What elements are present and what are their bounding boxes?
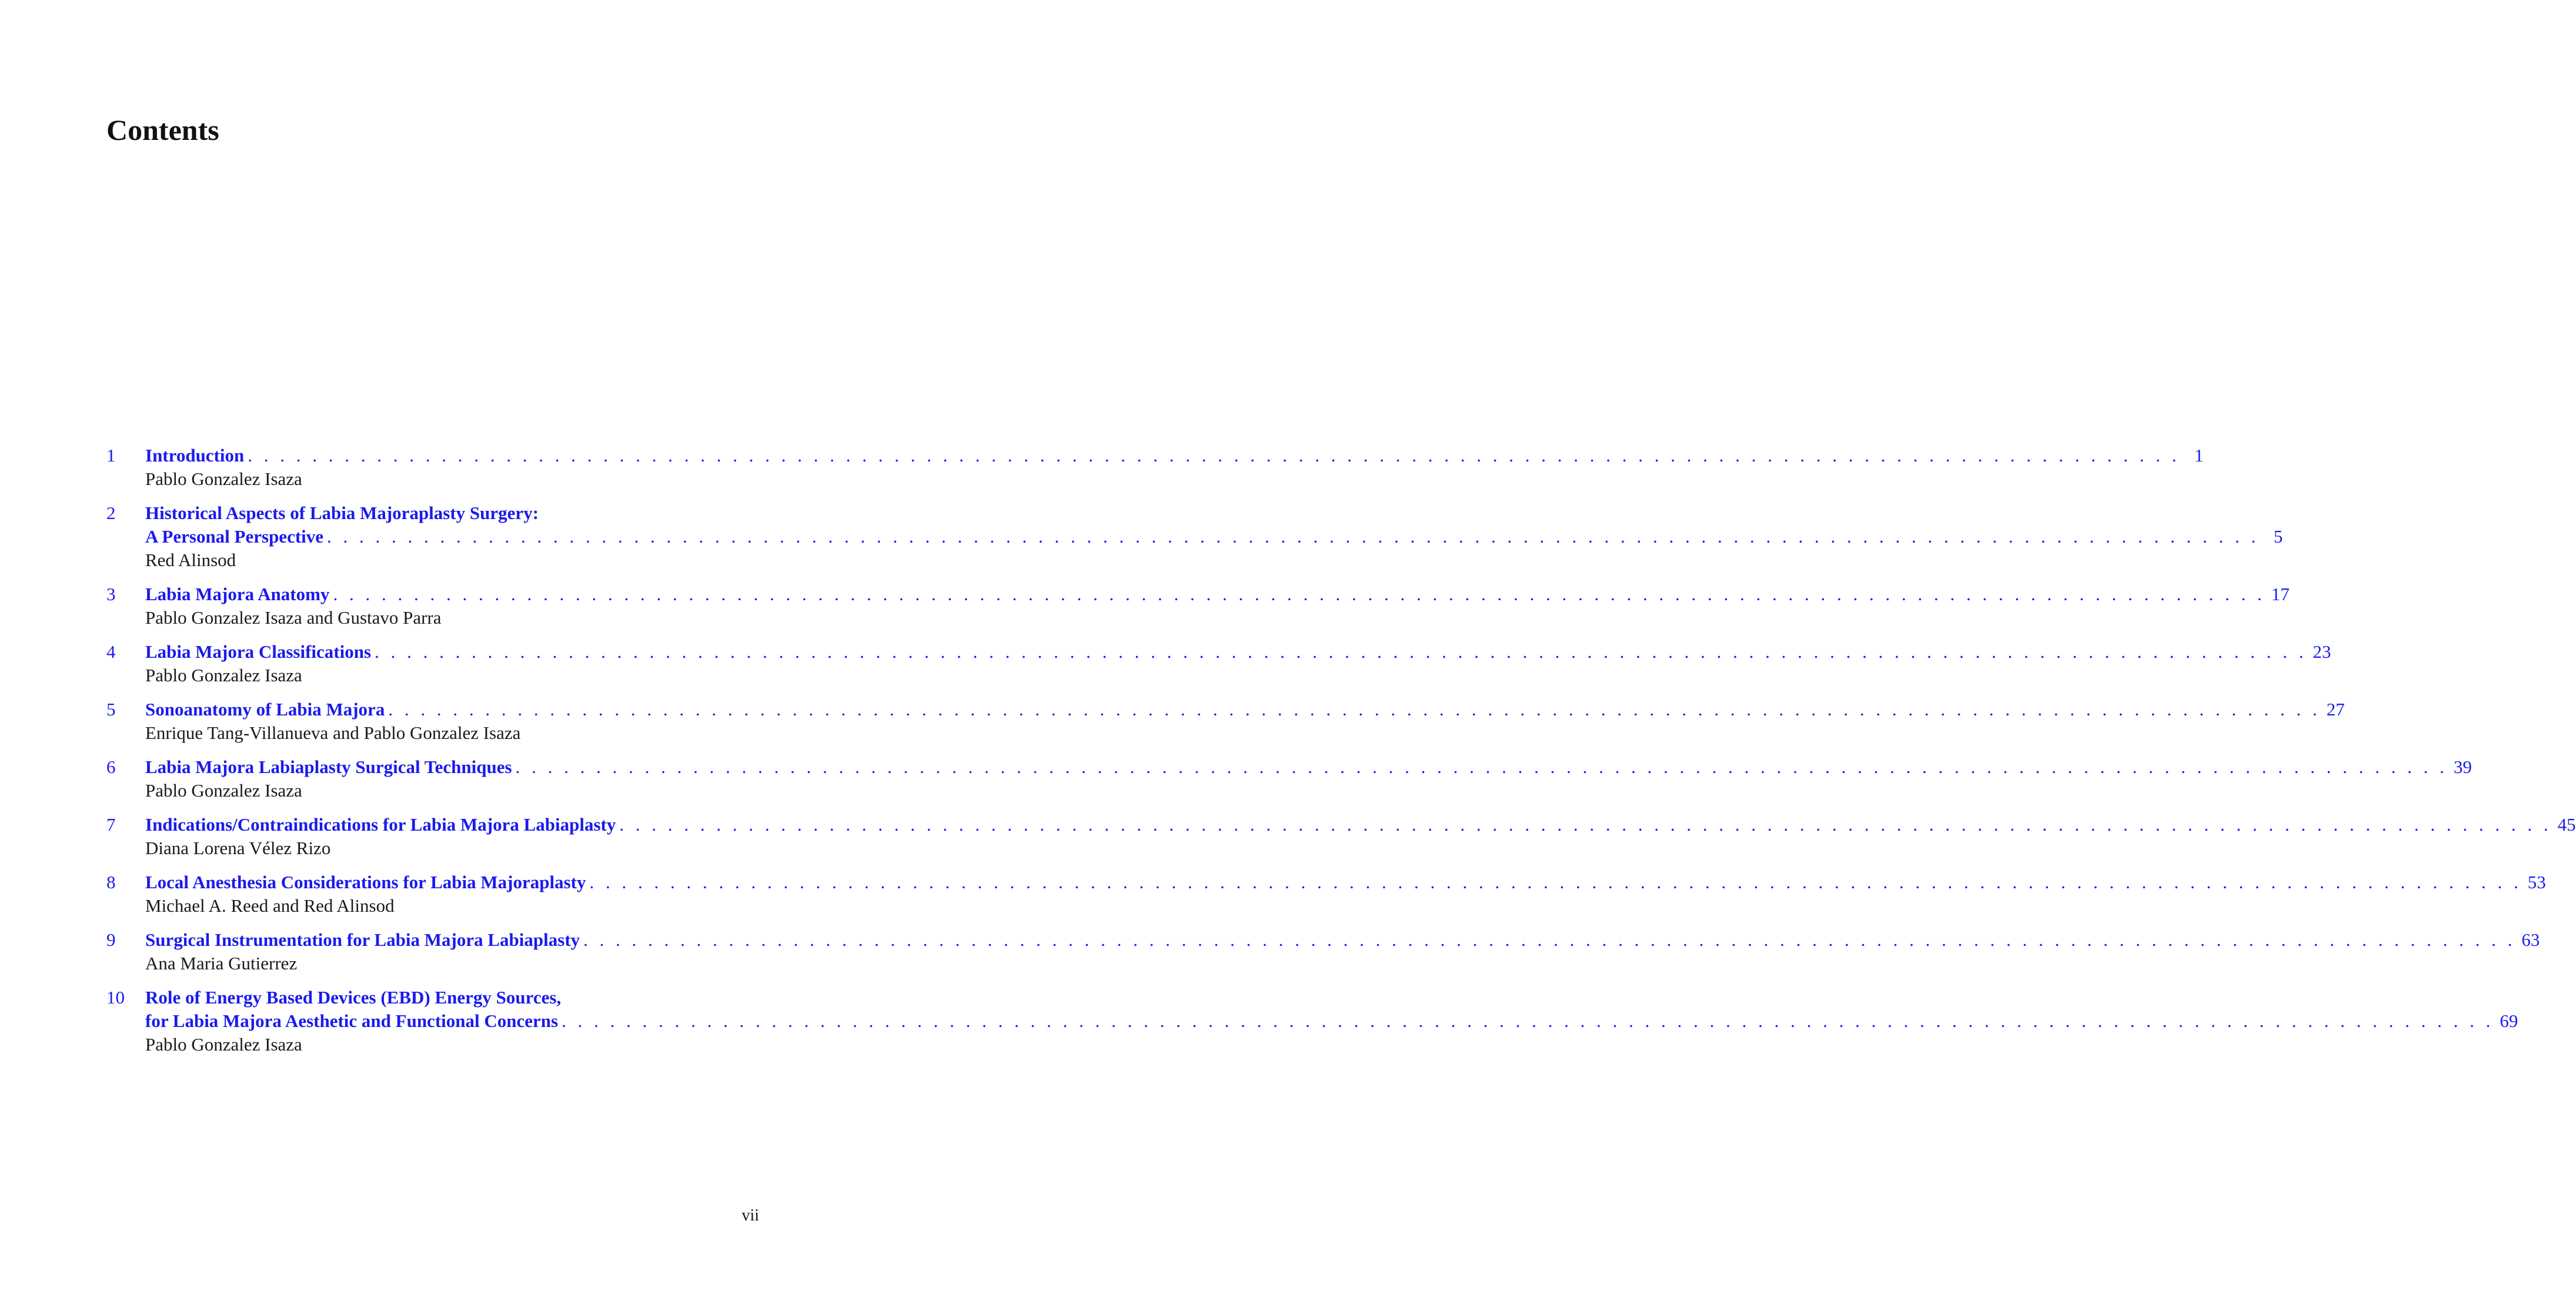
chapter-authors: Pablo Gonzalez Isaza: [145, 780, 302, 801]
chapter-title-link[interactable]: Sonoanatomy of Labia Majora: [145, 699, 385, 720]
dot-leader: . . . . . . . . . . . . . . . . . . . . . . . . . . . . . . . . . . . . . . . . . . . . . . . . . . . . . . . . . . . . . . . . . . . . . . . . . . . . . . . . . . . . . . . . . . . . . . . . . . . . . . . . . . . . . . . . . . . . . . . .: [562, 1011, 2494, 1031]
chapter-number[interactable]: 4: [106, 641, 116, 662]
dot-leader: . . . . . . . . . . . . . . . . . . . . . . . . . . . . . . . . . . . . . . . . . . . . . . . . . . . . . . . . . . . . . . . . . . . . . . . . . . . . . . . . . . . . . . . . . . . . . . . . . . . . . . . . . . . . . . . . . . . . . . . .: [327, 526, 2260, 547]
chapter-authors: Pablo Gonzalez Isaza and Gustavo Parra: [145, 607, 442, 628]
toc-entry-line: [106, 1009, 2518, 1033]
chapter-title-link[interactable]: Labia Majora Anatomy: [145, 584, 330, 604]
chapter-page-number[interactable]: 5: [2273, 526, 2283, 547]
dot-leader: . . . . . . . . . . . . . . . . . . . . . . . . . . . . . . . . . . . . . . . . . . . . . . . . . . . . . . . . . . . . . . . . . . . . . . . . . . . . . . . . . . . . . . . . . . . . . . . . . . . . . . . . . . . . . . . . . . . . . . . .: [589, 872, 2522, 892]
chapter-number[interactable]: 7: [106, 814, 116, 835]
toc-entry-line: [106, 525, 2283, 548]
chapter-title-link[interactable]: Local Anesthesia Considerations for Labia Majoraplasty: [145, 872, 586, 892]
chapter-page-number[interactable]: 23: [2313, 641, 2331, 662]
chapter-title-link[interactable]: A Personal Perspective: [145, 526, 324, 547]
toc-entry: [106, 501, 2283, 572]
toc-entry: [106, 640, 2331, 687]
chapter-page-number[interactable]: 63: [2521, 929, 2540, 950]
toc-entry: [106, 755, 2472, 802]
dot-leader: . . . . . . . . . . . . . . . . . . . . . . . . . . . . . . . . . . . . . . . . . . . . . . . . . . . . . . . . . . . . . . . . . . . . . . . . . . . . . . . . . . . . . . . . . . . . . . . . . . . . . . . . . . . . . . . . . . . . . . . .: [583, 929, 2516, 950]
toc-entry: [106, 928, 2540, 975]
chapter-number[interactable]: 6: [106, 757, 116, 777]
chapter-title-link[interactable]: for Labia Majora Aesthetic and Functional Concerns: [145, 1011, 559, 1031]
toc-entry-line: [106, 986, 759, 1009]
chapter-page-number[interactable]: 53: [2527, 872, 2546, 892]
chapter-authors: Red Alinsod: [145, 550, 236, 570]
chapter-number[interactable]: 10: [106, 987, 125, 1008]
chapter-authors: Pablo Gonzalez Isaza: [145, 665, 302, 685]
chapter-number[interactable]: 5: [106, 699, 116, 720]
chapter-page-number[interactable]: 27: [2326, 699, 2345, 720]
toc-entry: [106, 986, 2518, 1056]
toc-entry-line: [106, 755, 2472, 779]
dot-leader: . . . . . . . . . . . . . . . . . . . . . . . . . . . . . . . . . . . . . . . . . . . . . . . . . . . . . . . . . . . . . . . . . . . . . . . . . . . . . . . . . . . . . . . . . . . . . . . . . . . . . . . . . . . . . . . . . . . . . . . .: [333, 584, 2266, 604]
chapter-page-number[interactable]: 45: [2557, 814, 2576, 835]
toc-entry: [106, 813, 2576, 860]
dot-leader: . . . . . . . . . . . . . . . . . . . . . . . . . . . . . . . . . . . . . . . . . . . . . . . . . . . . . . . . . . . . . . . . . . . . . . . . . . . . . . . . . . . . . . . . . . . . . . . . . . . . . . . . . . . . . . . . . . . . . . . .: [375, 641, 2307, 662]
chapter-number[interactable]: 3: [106, 584, 116, 604]
toc-entry-line: [106, 928, 2540, 952]
chapter-page-number[interactable]: 39: [2453, 757, 2472, 777]
chapter-title-link[interactable]: Labia Majora Classifications: [145, 641, 372, 662]
toc-entry-line: [106, 444, 2204, 467]
toc-entry: [106, 583, 2290, 630]
toc-entry-line: [106, 501, 759, 525]
page-title: Contents: [106, 113, 219, 146]
chapter-title-link[interactable]: Role of Energy Based Devices (EBD) Energy Sources,: [145, 987, 562, 1008]
chapter-authors: Ana Maria Gutierrez: [145, 953, 298, 974]
chapter-authors: Enrique Tang-Villanueva and Pablo Gonzalez Isaza: [145, 722, 521, 743]
chapter-title-link[interactable]: Historical Aspects of Labia Majoraplasty Surgery:: [145, 503, 539, 523]
chapter-number[interactable]: 2: [106, 503, 116, 523]
chapter-title-link[interactable]: Surgical Instrumentation for Labia Majora Labiaplasty: [145, 929, 580, 950]
toc-entry-line: [106, 698, 2345, 721]
chapter-number[interactable]: 9: [106, 929, 116, 950]
dot-leader: . . . . . . . . . . . . . . . . . . . . . . . . . . . . . . . . . . . . . . . . . . . . . . . . . . . . . . . . . . . . . . . . . . . . . . . . . . . . . . . . . . . . . . . . . . . . . . . . . . . . . . . . . . . . . . . . . . . . . . . .: [388, 699, 2321, 720]
toc-entry: [106, 698, 2345, 745]
toc-entry: [106, 871, 2546, 918]
toc-entry-line: [106, 583, 2290, 606]
toc-entry: [106, 444, 2204, 491]
chapter-page-number[interactable]: 17: [2271, 584, 2290, 604]
chapter-authors: Pablo Gonzalez Isaza: [145, 1034, 302, 1055]
dot-leader: . . . . . . . . . . . . . . . . . . . . . . . . . . . . . . . . . . . . . . . . . . . . . . . . . . . . . . . . . . . . . . . . . . . . . . . . . . . . . . . . . . . . . . . . . . . . . . . . . . . . . . . . . . . . . . . . . . . . . . . .: [248, 445, 2180, 466]
chapter-number[interactable]: 1: [106, 445, 116, 466]
table-of-contents: [106, 444, 2576, 1067]
chapter-page-number[interactable]: 69: [2500, 1011, 2518, 1031]
chapter-authors: Diana Lorena Vélez Rizo: [145, 838, 331, 858]
toc-entry-line: [106, 640, 2331, 664]
toc-entry-line: [106, 871, 2546, 894]
toc-entry-line: [106, 813, 2576, 837]
chapter-page-number[interactable]: 1: [2194, 445, 2204, 466]
chapter-title-link[interactable]: Labia Majora Labiaplasty Surgical Techniques: [145, 757, 512, 777]
dot-leader: . . . . . . . . . . . . . . . . . . . . . . . . . . . . . . . . . . . . . . . . . . . . . . . . . . . . . . . . . . . . . . . . . . . . . . . . . . . . . . . . . . . . . . . . . . . . . . . . . . . . . . . . . . . . . . . . . . . . . . . .: [619, 814, 2552, 835]
chapter-authors: Michael A. Reed and Red Alinsod: [145, 895, 395, 916]
chapter-number[interactable]: 8: [106, 872, 116, 892]
chapter-authors: Pablo Gonzalez Isaza: [145, 469, 302, 489]
dot-leader: . . . . . . . . . . . . . . . . . . . . . . . . . . . . . . . . . . . . . . . . . . . . . . . . . . . . . . . . . . . . . . . . . . . . . . . . . . . . . . . . . . . . . . . . . . . . . . . . . . . . . . . . . . . . . . . . . . . . . . . .: [515, 757, 2448, 777]
chapter-title-link[interactable]: Introduction: [145, 445, 245, 466]
page-number: vii: [741, 1206, 759, 1225]
chapter-title-link[interactable]: Indications/Contraindications for Labia Majora Labiaplasty: [145, 814, 616, 835]
